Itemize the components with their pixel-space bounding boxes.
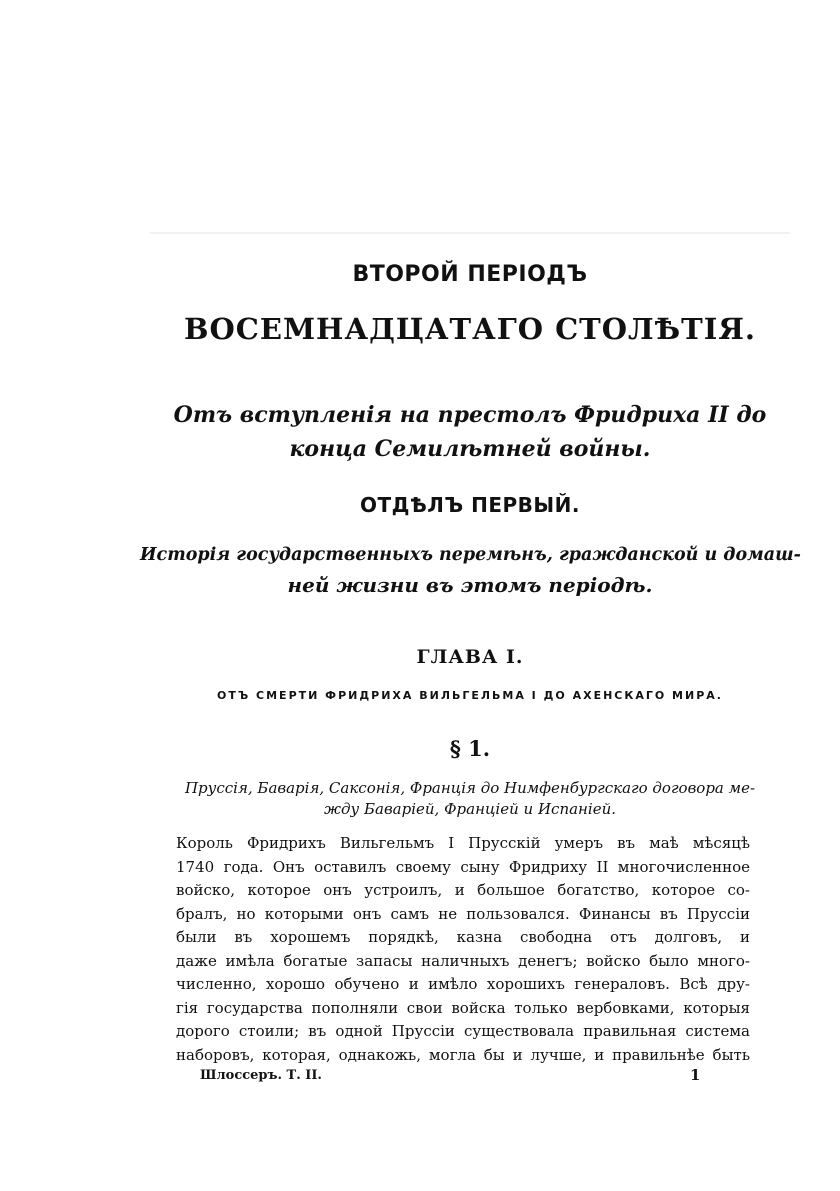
section-sub-line-2: ней жизни въ этомъ періодѣ.: [287, 573, 653, 597]
scan-edge: [150, 232, 790, 234]
chapter-heading: ГЛАВА I.: [416, 646, 524, 668]
paragraph-title-line-2: жду Баваріей, Франціей и Испаніей.: [323, 800, 617, 818]
section-subheading: [140, 540, 800, 600]
body-line: Король Фридрихъ Вильгельмъ I Прусскій умеръ въ маѣ мѣсяцѣ: [176, 834, 750, 852]
subtitle-line-2: конца Семилѣтней войны.: [289, 436, 651, 462]
body-line: 1740 года. Онъ оставилъ своему сыну Фридриху II многочисленное: [176, 857, 750, 876]
subtitle-line-1: Отъ вступленія на престолъ Фридриха II до: [173, 402, 767, 428]
paragraph-title: [140, 778, 800, 820]
body-text: [176, 832, 750, 1067]
section-heading: ОТДѢЛЪ ПЕРВЫЙ.: [360, 493, 580, 517]
period-title: ВТОРОЙ ПЕРІОДЪ: [352, 262, 588, 287]
sheet-number: 1: [690, 1066, 701, 1084]
body-line: даже имѣла богатые запасы наличныхъ денегъ; войско было много-: [176, 951, 750, 970]
body-line: бралъ, но которыми онъ самъ не пользовался. Финансы въ Пруссіи: [176, 904, 750, 923]
paragraph-number: § 1.: [449, 736, 491, 761]
section-sub-line-1: Исторія государственныхъ перемѣнъ, гражданской и домаш-: [140, 545, 801, 565]
body-line: войско, которое онъ устроилъ, и большое богатство, которое со-: [176, 881, 750, 899]
body-line: наборовъ, которая, однакожь, могла бы и лучше, и правильнѣе быть: [176, 1045, 750, 1064]
body-line: численно, хорошо обучено и имѣло хорошихъ генераловъ. Всѣ дру-: [176, 975, 750, 993]
period-subtitle: [140, 398, 800, 466]
body-line: дорого стоили; въ одной Пруссіи существовала правильная система: [176, 1022, 750, 1040]
chapter-subheading: ОТЪ СМЕРТИ ФРИДРИХА ВИЛЬГЕЛЬМА I ДО АХЕНСКАГО МИРА.: [217, 689, 723, 702]
printer-signature: Шлоссеръ. Т. II.: [200, 1068, 322, 1083]
century-title: ВОСЕМНАДЦАТАГО СТОЛѢТІЯ.: [184, 312, 756, 346]
body-line: гія государства пополняли свои войска только вербовками, которыя: [176, 998, 750, 1017]
paragraph-title-line-1: Пруссія, Баварія, Саксонія, Франція до Нимфенбургскаго договора ме-: [184, 779, 756, 797]
body-line: были въ хорошемъ порядкѣ, казна свободна отъ долговъ, и: [176, 928, 750, 946]
